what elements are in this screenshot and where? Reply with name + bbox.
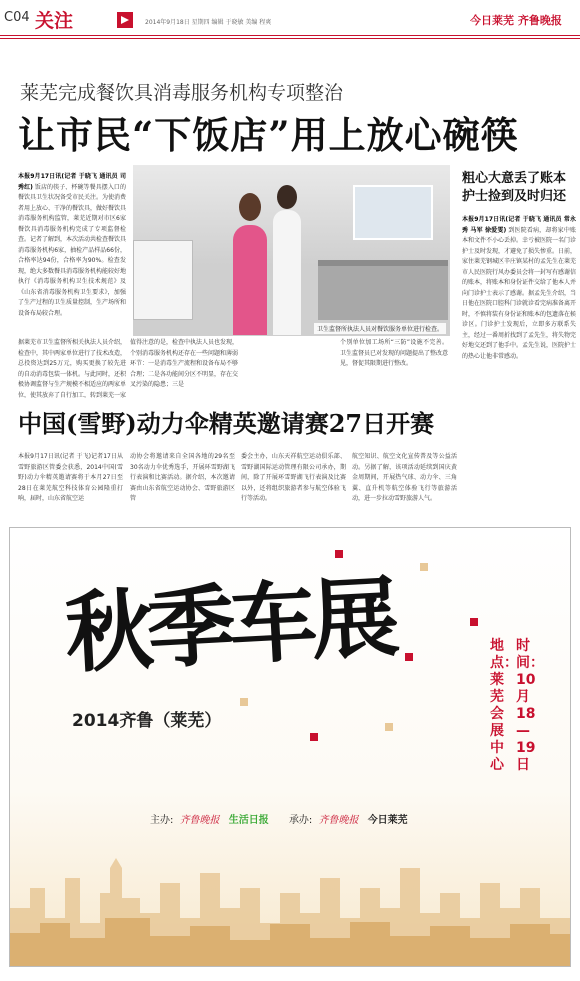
article-text-3: 值得注意的是，检查中执法人员也发现，个别消毒服务机构还存在一些问题和薄弱环节：一是消毒生产流程和设备布局不够合理；二是各功能间分区不明显，存在交叉污染的隐患；三是	[130, 339, 238, 388]
photo-person-head-2	[277, 185, 297, 209]
decor-square	[470, 618, 478, 626]
photo-person-white	[273, 210, 301, 335]
article-text-2: 据莱芜市卫生监督所相关执法人员介绍，检查中，其中两家单位进行了技术改造，总投资达到25万元，购买更换了较先进的自动消毒包装一体机。与此同时，还积极协调监督与生产规模不相适应的两家单位，使其放弃了自行加工，转到莱芜一家	[18, 339, 126, 398]
page-meta: 2014年9月18日 星期四 编辑 于晓敏 美编 程爽	[145, 19, 272, 26]
ad-place: 地点：莱芜会展中心	[490, 638, 518, 773]
sidebar-headline: 粗心大意丢了账本护士捡到及时归还	[462, 171, 567, 204]
article2-text-3: 委会主办，山东天祥航空运动俱乐部、雪野湖国际运动管理有限公司承办，期间，除了开展环雪野湖飞行表演及比赛以外，还将组织旅游者参与航空体验飞行等活动。	[241, 453, 346, 502]
news-photo	[133, 165, 450, 336]
article-column-3	[130, 338, 238, 398]
decor-square	[385, 723, 393, 731]
undertaker-qilu: 齐鲁晚报	[318, 815, 359, 826]
page-number: C04	[4, 10, 30, 25]
arrow-icon	[117, 12, 133, 28]
article2-text-4: 航空知识、航空文化宣传普及等公益活动。另据了解，该项活动延续到国庆黄金周期间，开展热气球、动力伞、三角翼、直升机等航空体验飞行等旅游活动，进一步拉动雪野旅游人气。	[352, 453, 457, 502]
header-rule	[0, 35, 580, 36]
ad-title: 秋季车展	[62, 564, 396, 686]
article-text-1: 饭店的筷子、杯碗等餐具摆入口的餐饮具卫生状况备受市民关注。为使消费者用上放心、干净的餐饮具，做好餐饮具消毒服务机构监管，莱芜近期对市区6家餐饮具消毒服务机构完成了专项监督检查。记者了解到，本次活动共检查餐饮具消毒服务机构6家，抽检产品样品66份，合格率达94份，合格率为90%。检查发现，绝大多数餐具消毒服务机构能较好地执行《消毒服务机构卫生技术规范》及《山东省消毒服务机构卫生要求》，加强了生产过程的卫生质量控制，生产场所和设备布局较合理。	[18, 183, 126, 317]
decor-square	[240, 698, 248, 706]
city-skyline	[10, 838, 571, 967]
photo-caption: 卫生监督所执法人员对餐饮服务单位进行检查。	[314, 323, 446, 334]
photo-person-head	[239, 193, 261, 221]
ad-time: 时间：10月18—19日	[516, 638, 544, 773]
sidebar-body	[462, 215, 576, 515]
article2-text-1: 本报9月17日讯(记者 于飞)记者17日从雪野旅游区管委会获悉，2014中国(雪野)动力伞精英邀请赛将于本月27日至28日在莱芜航空科技体育公园隆重打响，届时，山东省航空运	[18, 453, 123, 502]
decor-square	[310, 733, 318, 741]
undertaker-label: 承办:	[288, 815, 313, 826]
newspaper-brand: 今日莱芜 齐鲁晚报	[470, 14, 562, 27]
organizer-qilu: 齐鲁晚报	[179, 815, 220, 826]
header-rule-2	[0, 38, 580, 39]
article-column-4	[340, 338, 448, 398]
article2-column-2	[130, 452, 235, 514]
article-text-4: 个别单位加工场所“三防”设施不完善。卫生监督员已对发现的问题提出了整改意见，督促其限期进行整改。	[340, 339, 448, 367]
page-header	[0, 0, 580, 40]
undertaker-laiwu: 今日莱芜	[367, 815, 408, 826]
article2-column-1	[18, 452, 123, 514]
article2-headline: 中国(雪野)动力伞精英邀请赛27日开赛	[18, 409, 435, 438]
photo-window	[353, 185, 433, 240]
organizer-shenghuo: 生活日报	[228, 815, 269, 826]
sidebar-text: 到医院看病，却将家中账本和文件不小心丢掉。幸亏被医院一名门诊护士及时发现，才避免了损失惨重。日前，家住莱芜钢城区辛庄镇某村的孟先生在莱芜市人民医院行风办委员会将一封写有感谢信的账本，将账本和身份证件交给了他本人并向门诊护士表示了感谢。据孟先生介绍，当日他在医院口腔科门诊就诊看完病准备离开时，不慎将装有身份证和账本的包遗落在候诊区。门诊护士发现后，立即多方联系失主，经过一番周折找到了孟先生，将失物完好地交还到了他手中。孟先生说，医院护士的热心让他非常感动。	[462, 226, 576, 360]
article-column-1	[18, 172, 126, 334]
article-headline: 让市民“下饭店”用上放心碗筷	[18, 113, 519, 157]
section-title: 关注	[35, 10, 74, 32]
article-column-2	[18, 338, 126, 398]
organizer-label: 主办:	[150, 815, 174, 826]
car-show-advertisement	[9, 527, 571, 967]
decor-square	[405, 653, 413, 661]
photo-machine	[318, 260, 448, 320]
ad-edition: 2014齐鲁（莱芜）	[72, 711, 222, 731]
article-lead: 本报9月17日讯(记者 于晓飞 通讯员 司秀红)	[18, 173, 126, 191]
article-kicker: 莱芜完成餐饮具消毒服务机构专项整治	[20, 82, 344, 104]
ad-sponsors	[150, 811, 411, 826]
photo-person-pink	[233, 225, 267, 335]
article2-column-3	[241, 452, 346, 514]
article2-text-2: 动协会将邀请来自全国各地的29名至30名动力伞优秀选手，开展环雪野湖飞行表演和比赛活动。据介绍，本次邀请赛由山东省航空运动协会、雪野旅游区管	[130, 453, 235, 502]
sidebar-lead: 本报9月17日讯(记者 于晓飞 通讯员 常永秀 马军 徐爱雯)	[462, 216, 576, 234]
decor-square	[420, 563, 428, 571]
photo-crates	[133, 240, 193, 320]
article2-column-4	[352, 452, 457, 514]
